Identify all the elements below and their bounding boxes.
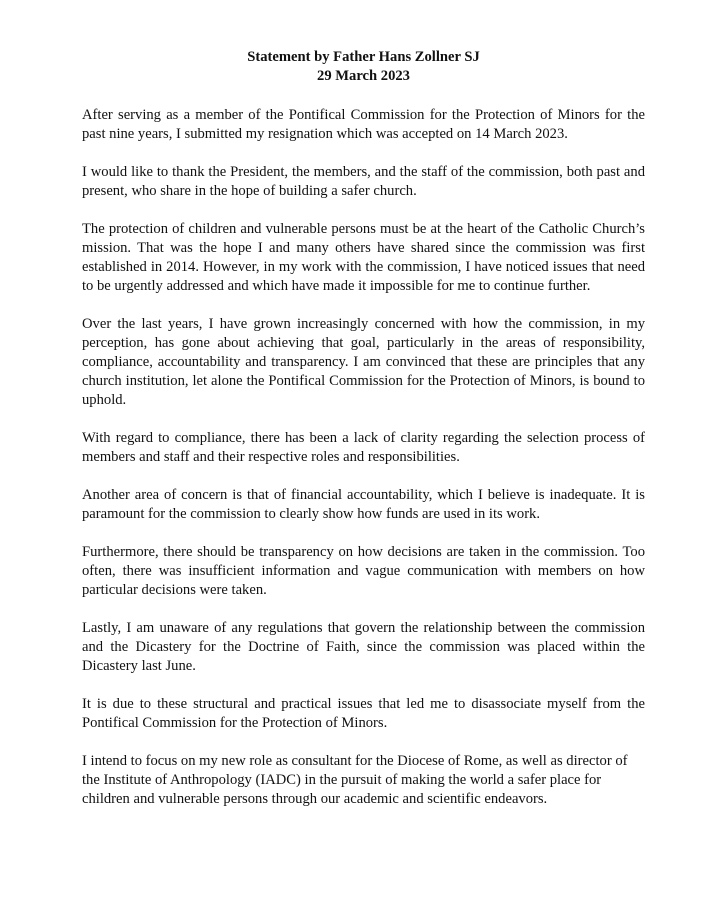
document-heading (82, 48, 645, 86)
paragraph-thanks: I would like to thank the President, the members, and the staff of the commission, both past and present, who share in the hope of building a safer church. (82, 164, 645, 199)
paragraph-regulations: Lastly, I am unaware of any regulations that govern the relationship between the commission and the Dicastery for the Doctrine of Faith, since the commission was placed within the Dicastery last June. (82, 620, 645, 674)
document-date: 29 March 2023 (317, 68, 410, 84)
paragraph-compliance: With regard to compliance, there has been a lack of clarity regarding the selection process of members and staff and their respective roles and responsibilities. (82, 430, 645, 465)
document-title: Statement by Father Hans Zollner SJ (247, 49, 480, 65)
paragraph-resignation: After serving as a member of the Pontifical Commission for the Protection of Minors for the past nine years, I submitted my resignation which was accepted on 14 March 2023. (82, 107, 645, 142)
paragraph-concerns: Over the last years, I have grown increasingly concerned with how the commission, in my perception, has gone about achieving that goal, particularly in the areas of responsibility, compliance, accountability and transparency. I am convinced that these are principles that any church institution, let alone the Pontifical Commission for the Protection of Minors, is bound to uphold. (82, 316, 645, 408)
paragraph-accountability: Another area of concern is that of financial accountability, which I believe is inadequate. It is paramount for the commission to clearly show how funds are used in its work. (82, 487, 645, 522)
paragraph-mission: The protection of children and vulnerable persons must be at the heart of the Catholic Church’s mission. That was the hope I and many others have shared since the commission was first established in 2014. However, in my work with the commission, I have noticed issues that need to be urgently addressed and which have made it impossible for me to continue further. (82, 221, 645, 294)
paragraph-new-role: I intend to focus on my new role as consultant for the Diocese of Rome, as well as director of the Institute of Anthropology (IADC) in the pursuit of making the world a safer place for children and vulnerable persons through our academic and scientific endeavors. (82, 753, 628, 807)
paragraph-disassociation: It is due to these structural and practical issues that led me to disassociate myself from the Pontifical Commission for the Protection of Minors. (82, 696, 645, 731)
document-page (82, 48, 645, 828)
paragraph-transparency: Furthermore, there should be transparency on how decisions are taken in the commission. Too often, there was insufficient information and vague communication with members on how particular decisions were taken. (82, 544, 645, 598)
